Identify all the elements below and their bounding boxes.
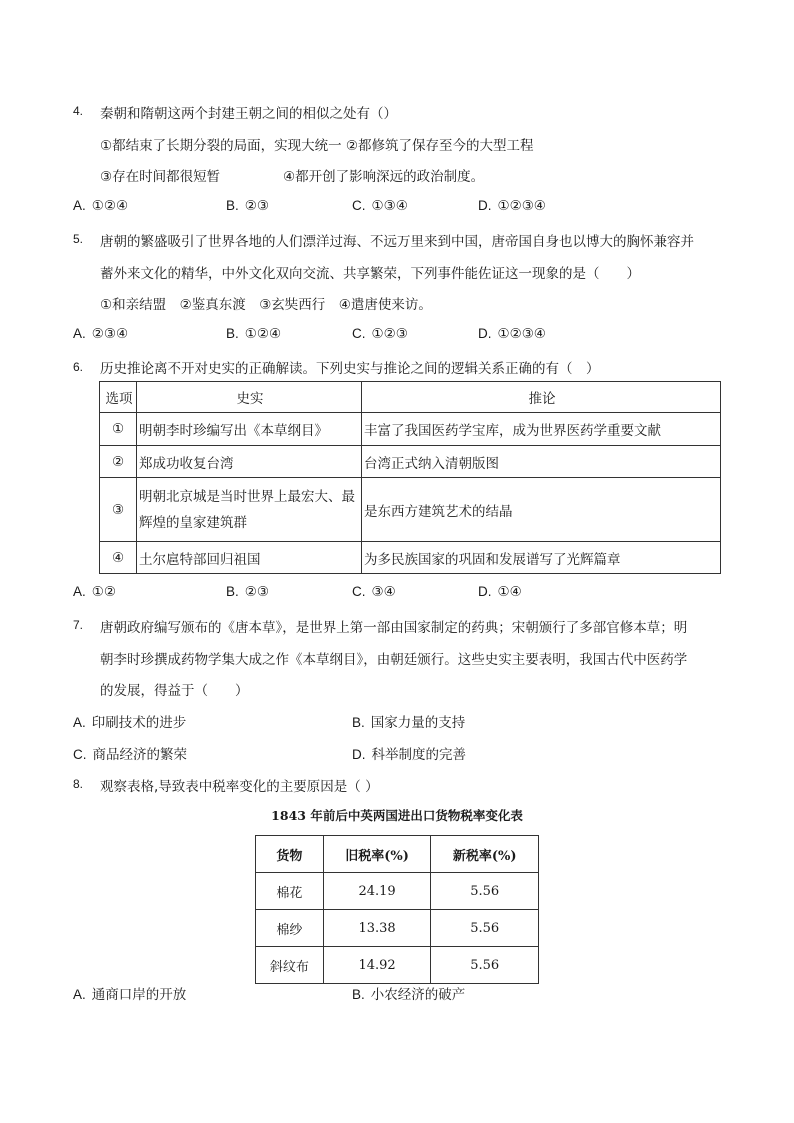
q8-number: 8. [73, 777, 84, 791]
row-old-rate: 24.19 [323, 873, 431, 910]
q8-table-title: 1843 年前后中英两国进出口货物税率变化表 [271, 808, 523, 823]
q7-text-line1: 唐朝政府编写颁布的《唐本草》，是世界上第一部由国家制定的药典；宋朝颁行了多部官修本草；明 [100, 620, 688, 636]
table-header-old-rate: 旧税率(%) [323, 836, 431, 873]
q5-option-c[interactable]: C. ①②③ [352, 326, 408, 342]
table-row [100, 542, 721, 574]
row-fact: 明朝北京城是当时世界上最宏大、最辉煌的皇家建筑群 [137, 478, 362, 542]
row-inference: 台湾正式纳入清朝版图 [362, 446, 721, 478]
table-row [256, 947, 539, 984]
row-old-rate: 14.92 [323, 947, 431, 984]
q8-table [255, 835, 539, 984]
q7-option-a[interactable]: A. 印刷技术的进步 [73, 715, 187, 731]
q7-number: 7. [73, 618, 84, 632]
table-row [100, 478, 721, 542]
q4-number: 4. [73, 104, 84, 118]
q5-text-line1: 唐朝的繁盛吸引了世界各地的人们漂洋过海、不远万里来到中国，唐帝国自身也以博大的胸怀兼容并 [100, 234, 694, 250]
q6-text: 历史推论离不开对史实的正确解读。下列史实与推论之间的逻辑关系正确的有（ ） [100, 361, 600, 377]
row-id: ② [100, 446, 137, 478]
row-new-rate: 5.56 [431, 910, 539, 947]
row-fact: 土尔扈特部回归祖国 [137, 542, 362, 574]
q6-option-c[interactable]: C. ③④ [352, 584, 396, 600]
table-row [256, 873, 539, 910]
row-inference: 为多民族国家的巩固和发展谱写了光辉篇章 [362, 542, 721, 574]
q5-text-line2: 蓄外来文化的精华，中外文化双向交流、共享繁荣，下列事件能佐证这一现象的是（ ） [100, 266, 640, 282]
q5-number: 5. [73, 232, 84, 246]
row-id: ③ [100, 478, 137, 542]
row-fact: 郑成功收复台湾 [137, 446, 362, 478]
q4-option-c[interactable]: C. ①③④ [352, 198, 408, 214]
q8-option-a[interactable]: A. 通商口岸的开放 [73, 987, 187, 1003]
q4-text: 秦朝和隋朝这两个封建王朝之间的相似之处有（） [100, 106, 397, 122]
row-old-rate: 13.38 [323, 910, 431, 947]
q6-table [99, 381, 721, 574]
q8-text: 观察表格,导致表中税率变化的主要原因是（ ） [100, 779, 379, 795]
q6-option-d[interactable]: D. ①④ [478, 584, 522, 600]
table-header-item: 货物 [256, 836, 324, 873]
q6-option-a[interactable]: A. ①② [73, 584, 116, 600]
q4-option-b[interactable]: B. ②③ [226, 198, 269, 214]
table-header-option: 选项 [100, 382, 137, 413]
table-header-row [256, 836, 539, 873]
table-row [256, 910, 539, 947]
q8-option-b[interactable]: B. 小农经济的破产 [352, 987, 466, 1003]
table-header-new-rate: 新税率(%) [431, 836, 539, 873]
table-row [100, 413, 721, 446]
table-row [100, 446, 721, 478]
row-item: 棉花 [256, 873, 324, 910]
q6-number: 6. [73, 360, 84, 374]
q6-option-b[interactable]: B. ②③ [226, 584, 269, 600]
row-new-rate: 5.56 [431, 947, 539, 984]
row-new-rate: 5.56 [431, 873, 539, 910]
q7-option-b[interactable]: B. 国家力量的支持 [352, 715, 466, 731]
q7-text-line2: 朝李时珍撰成药物学集大成之作《本草纲目》，由朝廷颁行。这些史实主要表明，我国古代中医药学 [100, 652, 688, 668]
row-fact: 明朝李时珍编写出《本草纲目》 [137, 413, 362, 446]
row-id: ④ [100, 542, 137, 574]
q4-items-line1: ①都结束了长期分裂的局面，实现大统一 ②都修筑了保存至今的大型工程 [100, 138, 534, 154]
q5-option-a[interactable]: A. ②③④ [73, 326, 129, 342]
q5-items: ①和亲结盟 ②鉴真东渡 ③玄奘西行 ④遣唐使来访。 [100, 297, 432, 313]
row-item: 斜纹布 [256, 947, 324, 984]
q5-option-b[interactable]: B. ①②④ [226, 326, 282, 342]
row-item: 棉纱 [256, 910, 324, 947]
q4-items-line2b: ④都开创了影响深远的政治制度。 [283, 169, 485, 185]
table-header-row [100, 382, 721, 413]
q7-option-d[interactable]: D. 科举制度的完善 [352, 747, 466, 763]
table-header-inference: 推论 [362, 382, 721, 413]
q4-option-d[interactable]: D. ①②③④ [478, 198, 546, 214]
q5-option-d[interactable]: D. ①②③④ [478, 326, 546, 342]
row-inference: 是东西方建筑艺术的结晶 [362, 478, 721, 542]
q4-items-line2a: ③存在时间都很短暂 [100, 169, 221, 185]
q7-option-c[interactable]: C. 商品经济的繁荣 [73, 747, 187, 763]
row-inference: 丰富了我国医药学宝库，成为世界医药学重要文献 [362, 413, 721, 446]
q4-option-a[interactable]: A. ①②④ [73, 198, 129, 214]
table-header-fact: 史实 [137, 382, 362, 413]
q7-text-line3: 的发展，得益于（ ） [100, 683, 249, 699]
row-id: ① [100, 413, 137, 446]
